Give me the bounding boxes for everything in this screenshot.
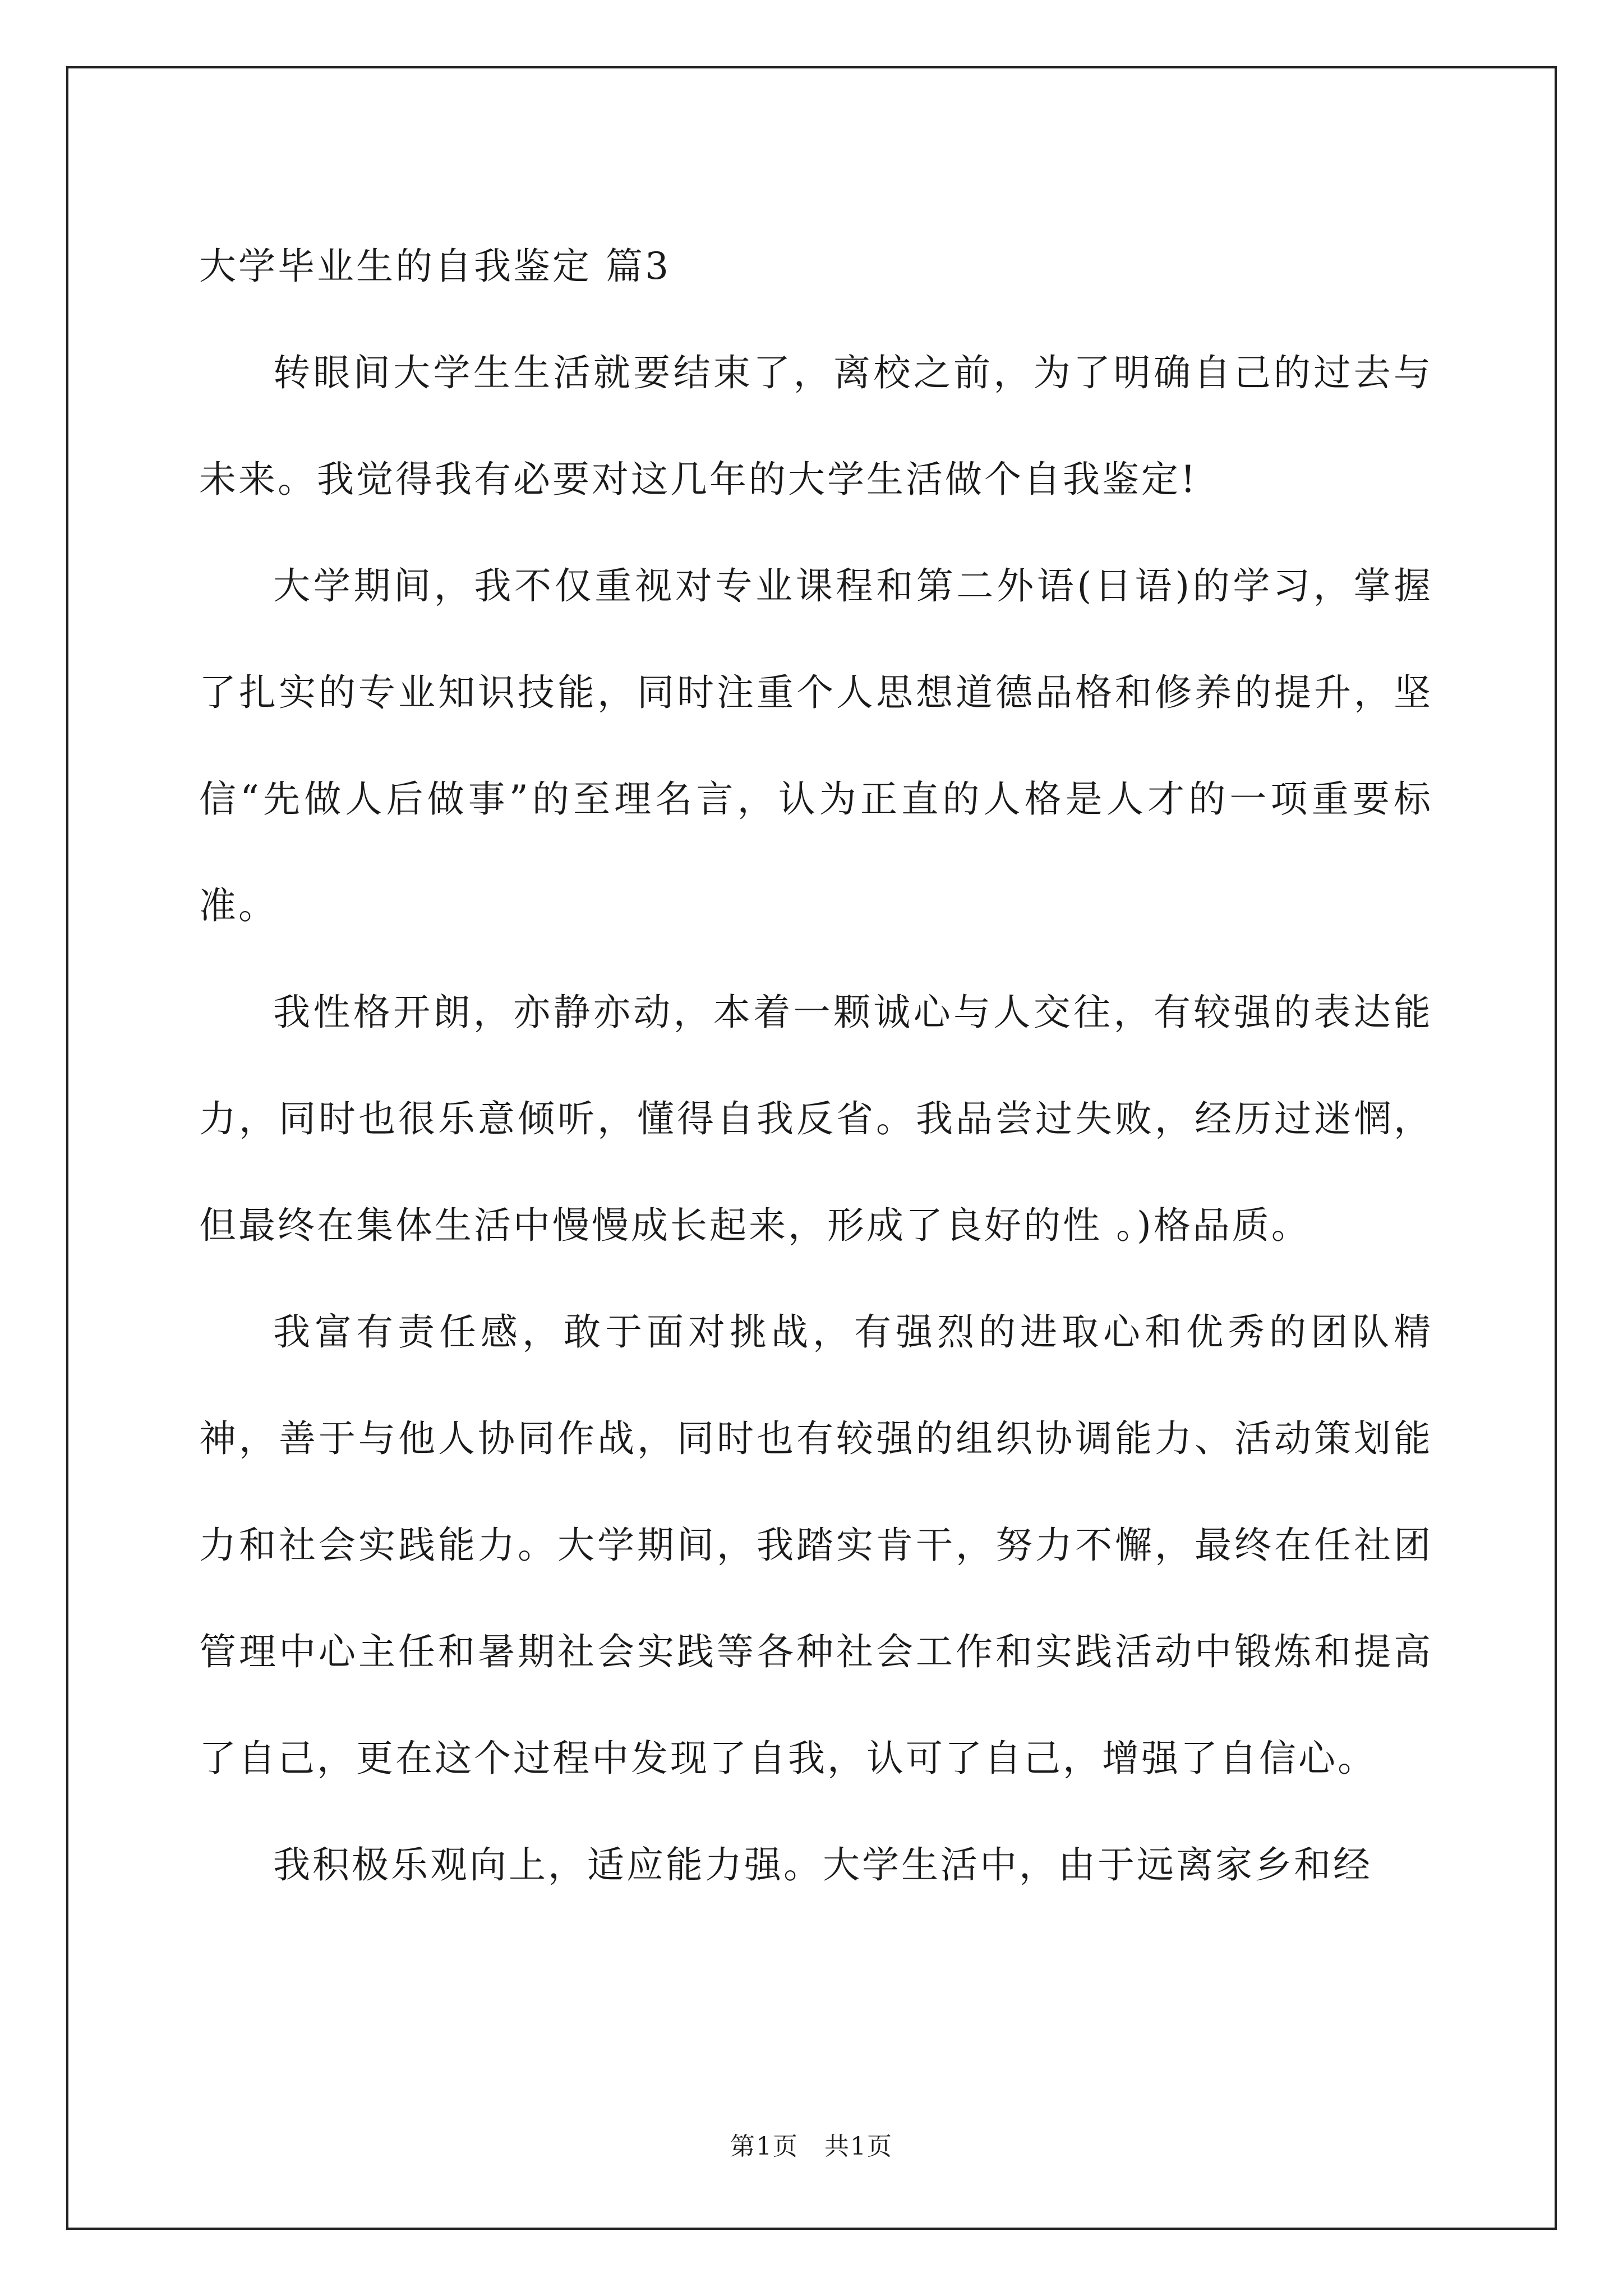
paragraph-2: 大学期间，我不仅重视对专业课程和第二外语(日语)的学习，掌握了扎实的专业知识技能，同时注重个人思想道德品格和修养的提升，坚信“先做人后做事”的至理名言，认为正直的人格是人才的一项重要标准。 — [199, 564, 1433, 927]
paragraph-3: 我性格开朗，亦静亦动，本着一颗诚心与人交往，有较强的表达能力，同时也很乐意倾听，懂得自我反省。我品尝过失败，经历过迷惘，但最终在集体生活中慢慢成长起来，形成了良好的性 。)格品质。 — [199, 991, 1433, 1247]
paragraph-5: 我积极乐观向上，适应能力强。大学生活中，由于远离家乡和经 — [273, 1843, 1372, 1887]
paragraph-4: 我富有责任感，敢于面对挑战，有强烈的进取心和优秀的团队精神，善于与他人协同作战，同时也有较强的组织协调能力、活动策划能力和社会实践能力。大学期间，我踏实肯干，努力不懈，最终在任社团管理中心主任和暑期社会实践等各种社会工作和实践活动中锻炼和提高了自己，更在这个过程中发现了自我，认可了自己，增强了自信心。 — [199, 1310, 1433, 1780]
paragraph-1: 转眼间大学生生活就要结束了，离校之前，为了明确自己的过去与未来。我觉得我有必要对这几年的大学生活做个自我鉴定! — [199, 351, 1433, 501]
document-body — [199, 213, 1433, 1918]
page-footer: 第1页 共1页 — [730, 2132, 893, 2161]
document-title: 大学毕业生的自我鉴定 篇3 — [199, 245, 671, 288]
